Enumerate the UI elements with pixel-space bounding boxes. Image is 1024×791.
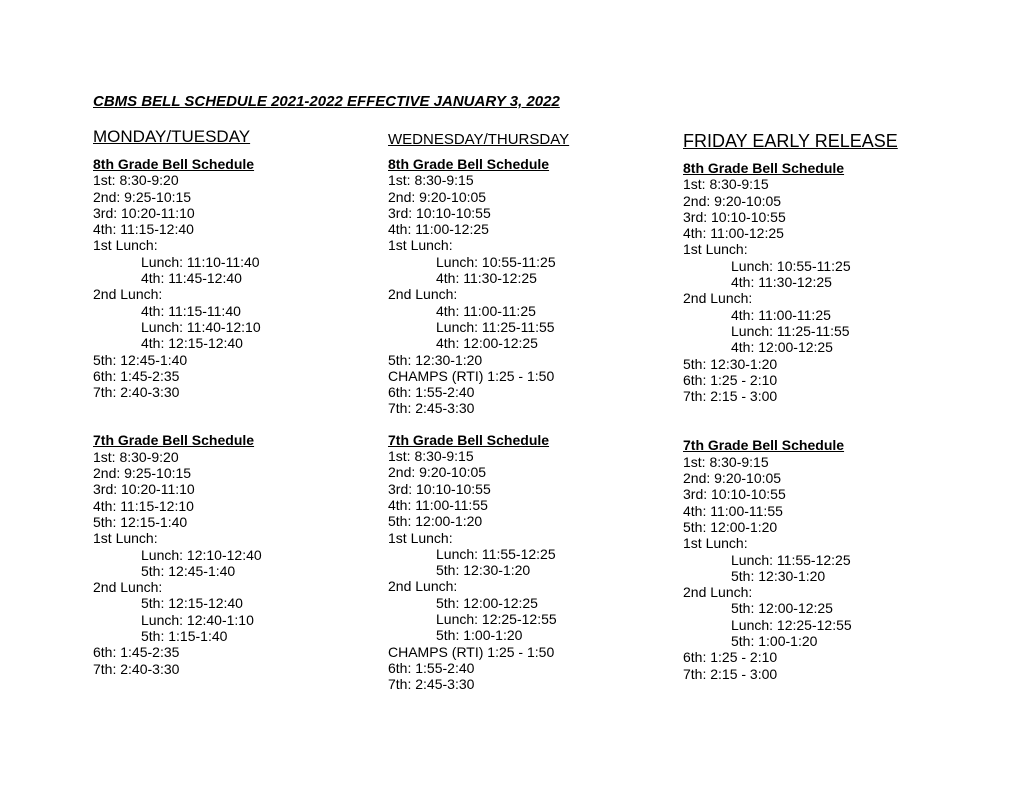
schedule-subline: Lunch: 11:10-11:40 bbox=[141, 253, 260, 270]
schedule-subline: Lunch: 11:55-12:25 bbox=[436, 545, 556, 562]
schedule-subline: Lunch: 12:10-12:40 bbox=[141, 546, 262, 563]
schedule-line: 2nd Lunch: bbox=[93, 286, 163, 303]
day-heading: FRIDAY EARLY RELEASE bbox=[683, 131, 898, 151]
grade7-lines bbox=[683, 454, 898, 682]
schedule-line: 3rd: 10:10-10:55 bbox=[683, 208, 786, 225]
schedule-subline: Lunch: 10:55-11:25 bbox=[436, 253, 556, 270]
grade7-schedule bbox=[388, 432, 569, 693]
grade7-heading: 7th Grade Bell Schedule bbox=[388, 431, 550, 448]
schedule-line: 2nd Lunch: bbox=[93, 579, 163, 596]
schedule-line: 6th: 1:45-2:35 bbox=[93, 644, 180, 661]
schedule-line: 5th: 12:45-1:40 bbox=[93, 351, 188, 368]
schedule-line: 6th: 1:25 - 2:10 bbox=[683, 371, 778, 388]
schedule-line: 2nd: 9:20-10:05 bbox=[388, 188, 487, 205]
schedule-subline: 5th: 12:00-12:25 bbox=[731, 600, 833, 617]
document-title: CBMS BELL SCHEDULE 2021-2022 EFFECTIVE JANUARY 3, 2022 bbox=[93, 93, 560, 110]
schedule-subline: 4th: 12:15-12:40 bbox=[141, 335, 243, 352]
schedule-line: 7th: 2:40-3:30 bbox=[93, 660, 180, 677]
schedule-line: 2nd: 9:20-10:05 bbox=[388, 464, 487, 481]
schedule-subline: 4th: 11:30-12:25 bbox=[731, 274, 832, 291]
schedule-line: 4th: 11:00-12:25 bbox=[683, 225, 784, 242]
schedule-line: 1st Lunch: bbox=[683, 241, 748, 258]
schedule-line: 2nd: 9:25-10:15 bbox=[93, 188, 192, 205]
schedule-line: 1st: 8:30-9:15 bbox=[388, 172, 474, 189]
schedule-subline: Lunch: 12:25-12:55 bbox=[436, 611, 557, 628]
schedule-line: 6th: 1:55-2:40 bbox=[388, 659, 475, 676]
schedule-line: 1st Lunch: bbox=[93, 530, 158, 547]
column-wednesday-thursday bbox=[388, 130, 569, 693]
schedule-line: 3rd: 10:10-10:55 bbox=[683, 486, 786, 503]
schedule-line: 3rd: 10:20-11:10 bbox=[93, 481, 195, 498]
schedule-subline: 4th: 11:00-11:25 bbox=[436, 302, 536, 319]
schedule-subline: 4th: 11:15-11:40 bbox=[141, 302, 241, 319]
grade8-lines bbox=[93, 172, 262, 400]
schedule-line: 6th: 1:45-2:35 bbox=[93, 367, 180, 384]
column-monday-tuesday bbox=[93, 127, 262, 677]
schedule-line: 1st: 8:30-9:20 bbox=[93, 448, 179, 465]
schedule-subline: Lunch: 12:40-1:10 bbox=[141, 611, 254, 628]
grade7-heading: 7th Grade Bell Schedule bbox=[683, 437, 845, 454]
schedule-subline: 4th: 11:00-11:25 bbox=[731, 306, 831, 323]
schedule-subline: Lunch: 11:25-11:55 bbox=[731, 322, 850, 339]
schedule-line: 1st: 8:30-9:15 bbox=[683, 453, 769, 470]
grade8-heading: 8th Grade Bell Schedule bbox=[683, 160, 845, 176]
schedule-subline: Lunch: 11:25-11:55 bbox=[436, 318, 555, 335]
grade8-lines bbox=[683, 176, 898, 404]
schedule-line: 1st Lunch: bbox=[683, 535, 748, 552]
schedule-line: 4th: 11:00-11:55 bbox=[388, 496, 488, 513]
schedule-subline: 5th: 1:00-1:20 bbox=[731, 633, 818, 650]
schedule-subline: 5th: 12:30-1:20 bbox=[731, 567, 826, 584]
column-friday-early-release bbox=[683, 131, 898, 682]
schedule-line: 5th: 12:00-1:20 bbox=[683, 518, 778, 535]
schedule-line: 3rd: 10:20-11:10 bbox=[93, 204, 195, 221]
grade8-lines bbox=[388, 172, 569, 416]
schedule-subline: 4th: 11:30-12:25 bbox=[436, 270, 537, 287]
schedule-subline: 5th: 12:15-12:40 bbox=[141, 595, 243, 612]
schedule-line: 2nd: 9:20-10:05 bbox=[683, 470, 782, 487]
day-heading: MONDAY/TUESDAY bbox=[93, 127, 251, 146]
schedule-line: 7th: 2:45-3:30 bbox=[388, 676, 475, 693]
schedule-line: 1st: 8:30-9:20 bbox=[93, 172, 179, 189]
schedule-line: 5th: 12:00-1:20 bbox=[388, 513, 483, 530]
schedule-line: 4th: 11:00-12:25 bbox=[388, 221, 489, 238]
schedule-line: 2nd Lunch: bbox=[683, 584, 753, 601]
schedule-line: 2nd Lunch: bbox=[683, 290, 753, 307]
grade8-heading: 8th Grade Bell Schedule bbox=[388, 156, 550, 172]
schedule-line: CHAMPS (RTI) 1:25 - 1:50 bbox=[388, 367, 555, 384]
schedule-subline: 4th: 11:45-12:40 bbox=[141, 270, 242, 287]
day-heading: WEDNESDAY/THURSDAY bbox=[388, 131, 570, 148]
schedule-line: 7th: 2:15 - 3:00 bbox=[683, 388, 778, 405]
schedule-line: 3rd: 10:10-10:55 bbox=[388, 480, 491, 497]
schedule-line: 1st: 8:30-9:15 bbox=[388, 448, 474, 465]
schedule-line: 1st Lunch: bbox=[388, 529, 453, 546]
schedule-subline: 5th: 12:45-1:40 bbox=[141, 562, 236, 579]
schedule-line: 2nd Lunch: bbox=[388, 286, 458, 303]
schedule-subline: 5th: 12:30-1:20 bbox=[436, 562, 531, 579]
schedule-subline: Lunch: 12:25-12:55 bbox=[731, 616, 852, 633]
schedule-line: 2nd: 9:20-10:05 bbox=[683, 192, 782, 209]
schedule-line: 2nd: 9:25-10:15 bbox=[93, 465, 192, 482]
schedule-line: 1st: 8:30-9:15 bbox=[683, 176, 769, 193]
schedule-subline: Lunch: 11:40-12:10 bbox=[141, 318, 261, 335]
grade7-heading: 7th Grade Bell Schedule bbox=[93, 432, 255, 449]
schedule-subline: Lunch: 11:55-12:25 bbox=[731, 551, 851, 568]
schedule-line: 2nd Lunch: bbox=[388, 578, 458, 595]
schedule-line: 5th: 12:30-1:20 bbox=[388, 351, 483, 368]
grade7-schedule bbox=[93, 432, 262, 676]
schedule-line: 1st Lunch: bbox=[93, 237, 158, 254]
schedule-line: 7th: 2:15 - 3:00 bbox=[683, 665, 778, 682]
grade8-heading: 8th Grade Bell Schedule bbox=[93, 156, 255, 172]
schedule-line: 1st Lunch: bbox=[388, 237, 453, 254]
grade8-schedule bbox=[93, 156, 262, 400]
grade7-lines bbox=[93, 449, 262, 677]
schedule-subline: 5th: 12:00-12:25 bbox=[436, 594, 538, 611]
schedule-subline: 5th: 1:00-1:20 bbox=[436, 627, 523, 644]
schedule-line: 6th: 1:25 - 2:10 bbox=[683, 649, 778, 666]
grade8-schedule bbox=[683, 160, 898, 404]
schedule-line: 6th: 1:55-2:40 bbox=[388, 384, 475, 401]
grade8-schedule bbox=[388, 156, 569, 417]
schedule-subline: 4th: 12:00-12:25 bbox=[436, 335, 538, 352]
grade7-lines bbox=[388, 448, 569, 692]
schedule-subline: 4th: 12:00-12:25 bbox=[731, 339, 833, 356]
schedule-line: 4th: 11:00-11:55 bbox=[683, 502, 783, 519]
schedule-line: CHAMPS (RTI) 1:25 - 1:50 bbox=[388, 643, 555, 660]
schedule-line: 7th: 2:45-3:30 bbox=[388, 400, 475, 417]
schedule-line: 4th: 11:15-12:10 bbox=[93, 497, 194, 514]
schedule-line: 5th: 12:15-1:40 bbox=[93, 513, 188, 530]
grade7-schedule bbox=[683, 437, 898, 681]
schedule-subline: 5th: 1:15-1:40 bbox=[141, 628, 228, 645]
schedule-line: 4th: 11:15-12:40 bbox=[93, 221, 194, 238]
schedule-line: 7th: 2:40-3:30 bbox=[93, 384, 180, 401]
schedule-subline: Lunch: 10:55-11:25 bbox=[731, 257, 851, 274]
schedule-line: 3rd: 10:10-10:55 bbox=[388, 204, 491, 221]
schedule-line: 5th: 12:30-1:20 bbox=[683, 355, 778, 372]
